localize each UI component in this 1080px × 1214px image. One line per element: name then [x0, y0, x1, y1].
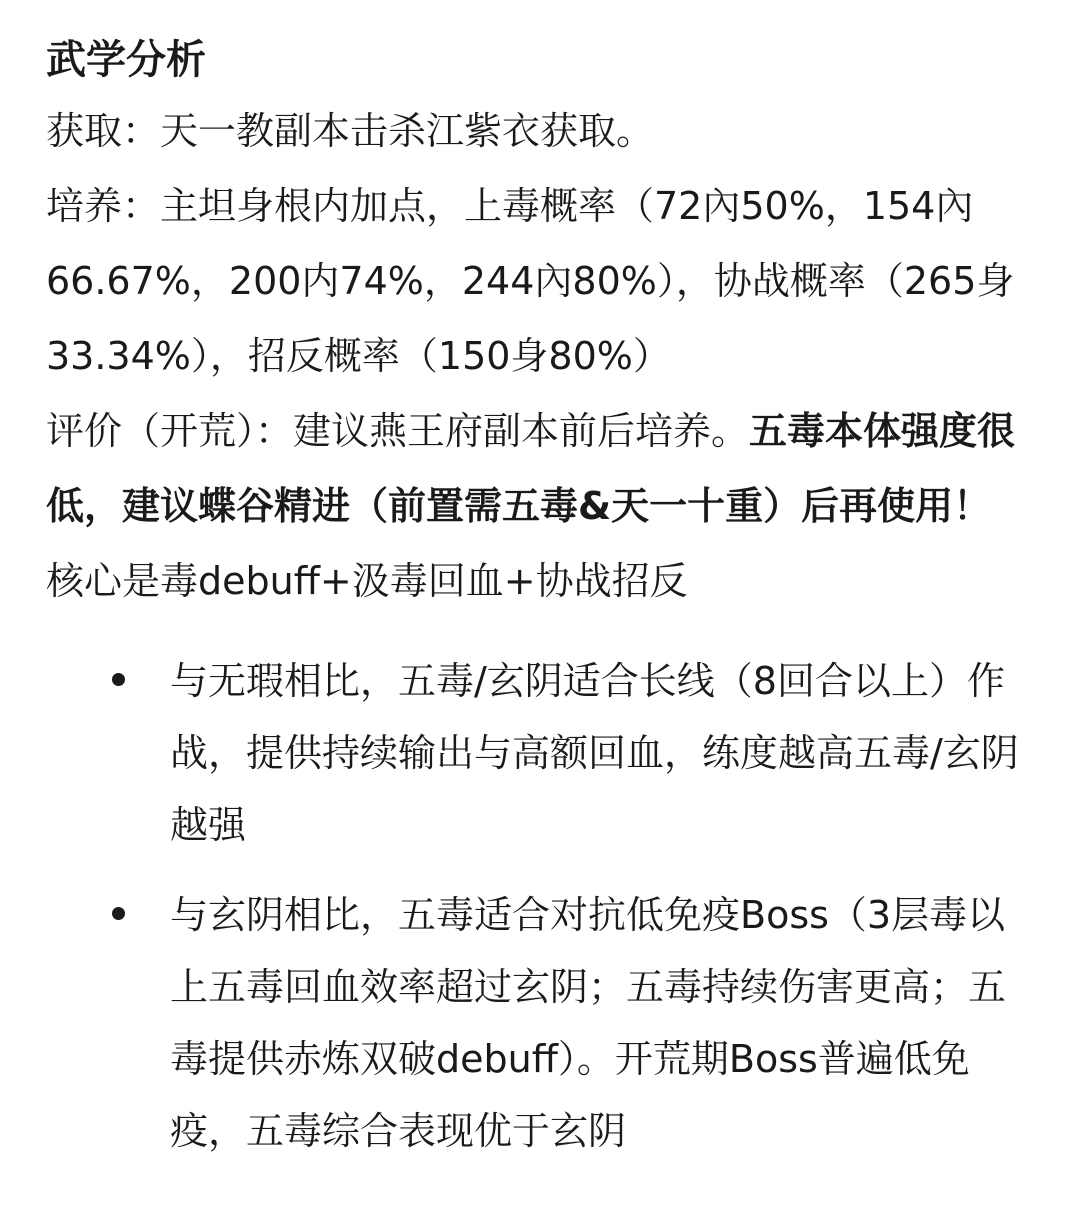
list-item-text: 与玄阴相比，五毒适合对抗低免疫Boss（3层毒以上五毒回血效率超过玄阴；五毒持续伤害更高；五毒提供赤炼双破debuff）。开荒期Boss普遍低免疫，五毒综合表现优于玄阴 [170, 893, 1007, 1153]
evaluation-prefix: 评价（开荒）：建议燕王府副本前后培养。 [46, 409, 750, 453]
section-title: 武学分析 [46, 37, 206, 83]
list-item-text: 与无瑕相比，五毒/玄阴适合长线（8回合以上）作战，提供持续输出与高额回血，练度越高五毒/玄阴越强 [170, 659, 1019, 847]
comparison-list [46, 645, 1026, 1167]
bullet-icon [112, 673, 125, 686]
evaluation-paragraph [46, 394, 1026, 619]
list-item [46, 645, 1026, 861]
acquire-paragraph: 获取：天一教副本击杀江紫衣获取。 [46, 109, 655, 153]
bullet-icon [112, 907, 125, 920]
cultivate-paragraph: 培养：主坦身根内加点，上毒概率（72內50%，154內66.67%，200内74%，244內80%），协战概率（265身33.34%），招反概率（150身80%） [46, 184, 1015, 378]
list-item [46, 879, 1026, 1167]
document-body [46, 26, 1026, 1185]
evaluation-bold-text: 五毒本体强度很低，建议蝶谷精进（前置需五毒&天一十重）后再使用！ [46, 409, 1016, 528]
evaluation-suffix: 核心是毒debuff+汲毒回血+协战招反 [46, 559, 688, 603]
